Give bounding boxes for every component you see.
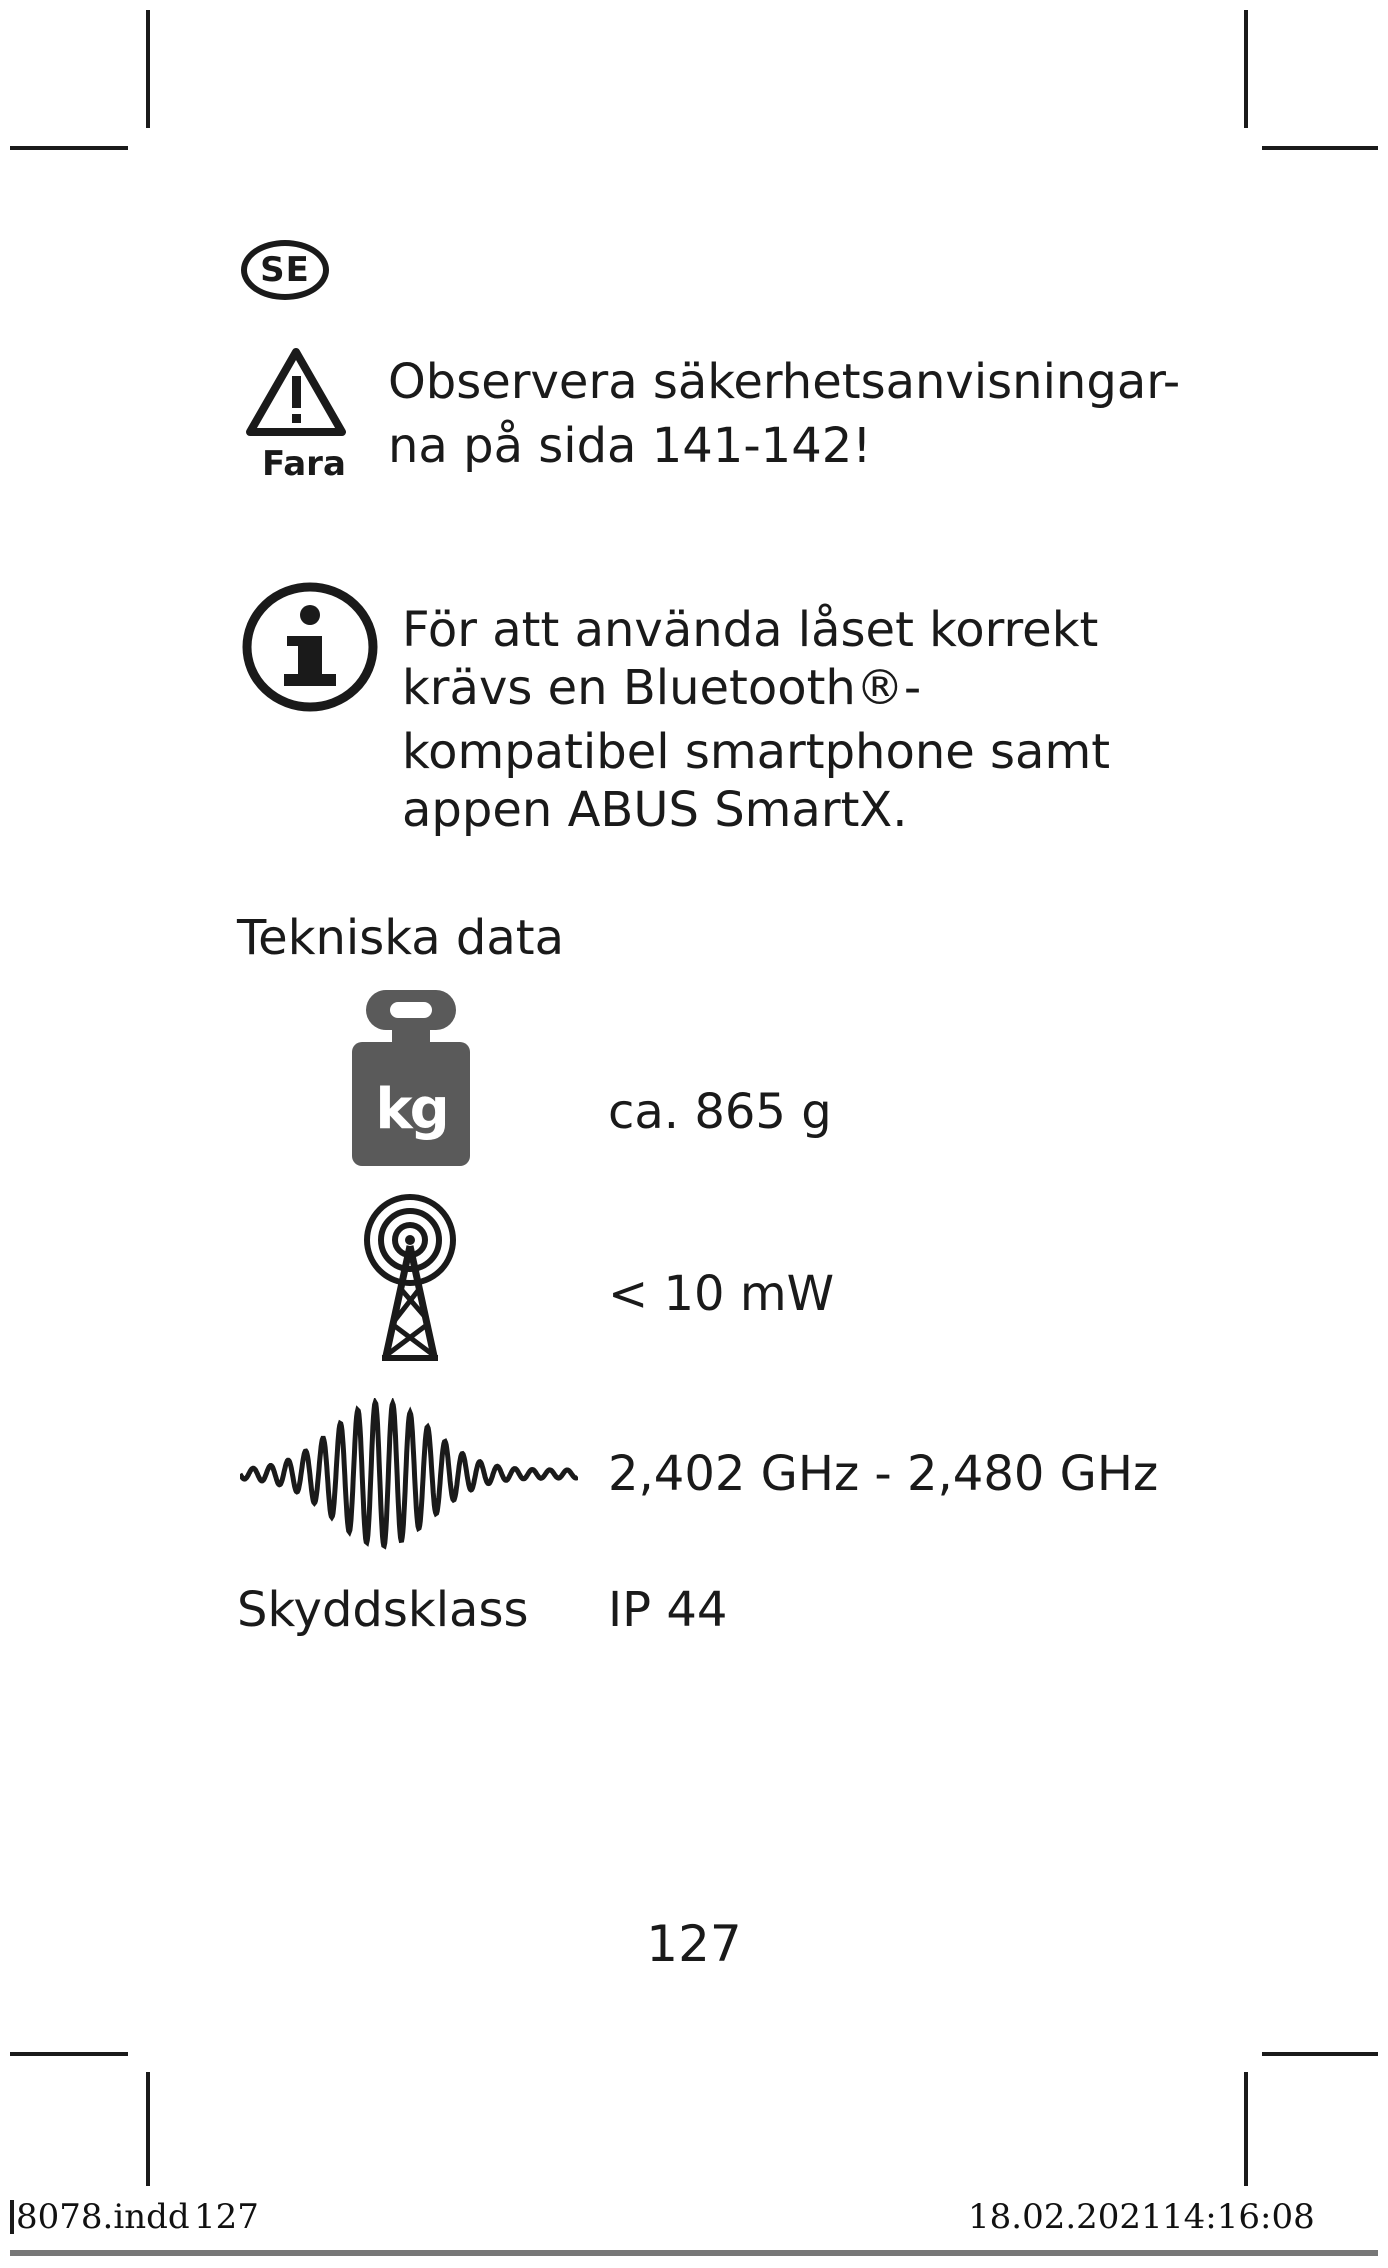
waveform-icon (240, 1398, 578, 1550)
info-text-line-2: krävs en Bluetooth®- (402, 660, 922, 716)
radio-tower-icon (362, 1190, 458, 1362)
warning-label: Fara (262, 444, 346, 484)
info-icon (240, 580, 380, 714)
crop-mark-bottom-right-vertical (1244, 2072, 1248, 2186)
slug-date: 18.02.2021 (968, 2197, 1163, 2237)
waveform-path (240, 1403, 578, 1546)
protection-label: Skyddsklass (237, 1582, 529, 1638)
crop-mark-bottom-right-horizontal (1262, 2052, 1378, 2056)
warning-text-line-2: na på sida 141-142! (388, 418, 872, 474)
slug-bottom-rule (10, 2250, 1378, 2256)
weight-icon-text: kg (375, 1077, 447, 1142)
crop-mark-bottom-left-horizontal (10, 2052, 128, 2056)
crop-mark-bottom-left-vertical (146, 2072, 150, 2186)
info-text-line-4: appen ABUS SmartX. (402, 782, 908, 838)
crop-mark-top-left-vertical (146, 10, 150, 128)
info-text-line-1: För att använda låset korrekt (402, 602, 1099, 658)
power-value: < 10 mW (608, 1266, 835, 1322)
protection-value: IP 44 (608, 1582, 728, 1638)
warning-triangle-icon (244, 346, 348, 438)
warning-text-line-1: Observera säkerhetsanvisningar- (388, 354, 1181, 410)
slug-time: 14:16:08 (1162, 2197, 1315, 2237)
crop-mark-top-left-horizontal (10, 146, 128, 150)
weight-value: ca. 865 g (608, 1084, 832, 1140)
frequency-value: 2,402 GHz - 2,480 GHz (608, 1446, 1159, 1502)
slug-left-bar (10, 2200, 14, 2234)
page-number: 127 (646, 1915, 742, 1973)
crop-mark-top-right-vertical (1244, 10, 1248, 128)
language-badge: SE (241, 240, 329, 300)
weight-kg-icon (352, 990, 470, 1166)
slug-file: 8078.indd (16, 2197, 190, 2237)
crop-mark-top-right-horizontal (1262, 146, 1378, 150)
info-text-line-3: kompatibel smartphone samt (402, 724, 1111, 780)
technical-data-heading: Tekniska data (237, 910, 564, 966)
slug-page: 127 (194, 2197, 259, 2237)
